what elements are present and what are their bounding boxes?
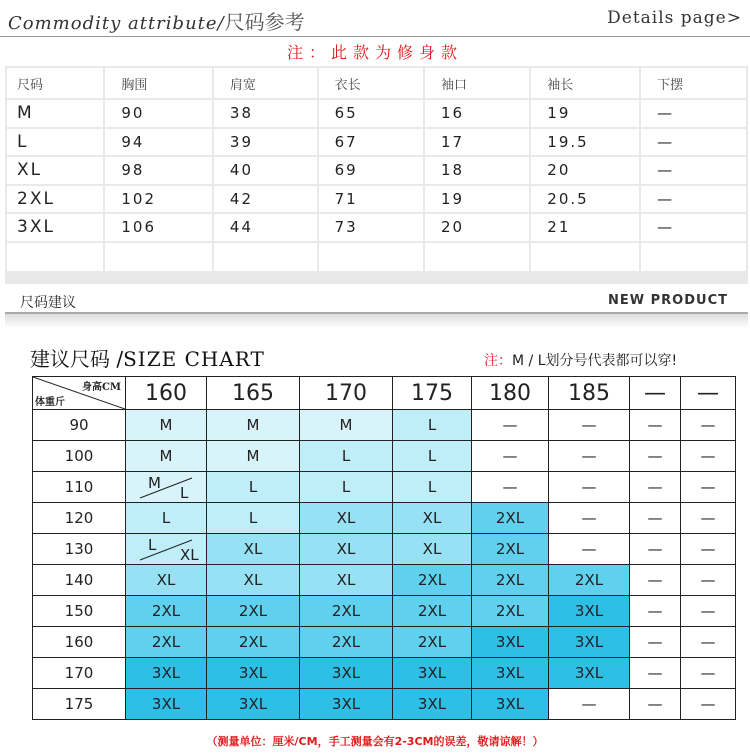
size-table-header-cell: 尺码 <box>7 68 103 98</box>
size-table-cell: — <box>641 129 746 156</box>
chart-note-prefix: 注： <box>484 353 512 369</box>
chart-height-header: 165 <box>207 377 300 410</box>
header-title-en: Commodity attribute/ <box>8 13 225 34</box>
chart-size-cell: — <box>472 441 549 472</box>
split-size-lower: XL <box>180 546 199 564</box>
chart-size-cell: M <box>207 410 300 441</box>
chart-size-cell: 2XL <box>126 596 207 627</box>
chart-weight-label: 110 <box>33 472 126 503</box>
chart-size-cell: — <box>681 565 736 596</box>
chart-size-cell: 2XL <box>300 627 393 658</box>
chart-weight-row <box>33 410 736 441</box>
chart-size-cell: 2XL <box>472 596 549 627</box>
chart-size-cell: XL <box>126 565 207 596</box>
chart-size-cell: — <box>630 658 681 689</box>
split-size-lower: L <box>180 484 189 502</box>
chart-size-cell: 3XL <box>207 689 300 720</box>
chart-height-header: 180 <box>472 377 549 410</box>
chart-size-cell: — <box>549 441 630 472</box>
size-table-cell: 19 <box>531 100 639 127</box>
chart-weight-label: 140 <box>33 565 126 596</box>
chart-corner-cell <box>33 377 126 410</box>
size-table-cell: L <box>7 129 103 156</box>
chart-size-cell: L <box>207 472 300 503</box>
chart-weight-label: 160 <box>33 627 126 658</box>
size-table-header-cell: 胸围 <box>105 68 212 98</box>
chart-weight-row <box>33 596 736 627</box>
size-table-cell: — <box>641 214 746 241</box>
chart-size-cell: 3XL <box>549 658 630 689</box>
chart-size-cell: XL <box>300 503 393 534</box>
chart-weight-row <box>33 441 736 472</box>
chart-size-cell: 3XL <box>393 689 472 720</box>
corner-height-label: 身高CM <box>81 382 121 393</box>
chart-size-cell: 2XL <box>549 565 630 596</box>
size-table-header-cell: 衣长 <box>319 68 423 98</box>
chart-note-body: M / L划分号代表都可以穿! <box>512 353 678 369</box>
chart-size-cell: 2XL <box>472 534 549 565</box>
size-table-header-cell: 袖口 <box>425 68 529 98</box>
size-table-cell: 21 <box>531 214 639 241</box>
size-table-cell: 18 <box>425 157 529 184</box>
size-table-cell: 90 <box>105 100 212 127</box>
size-table-empty-cell <box>319 243 423 271</box>
chart-weight-label: 90 <box>33 410 126 441</box>
split-size-upper: L <box>148 536 157 554</box>
chart-size-cell: — <box>549 534 630 565</box>
size-table-cell: 98 <box>105 157 212 184</box>
chart-size-cell: 2XL <box>393 596 472 627</box>
size-chart-title <box>30 343 265 372</box>
chart-size-cell: — <box>630 472 681 503</box>
chart-size-cell: 3XL <box>207 658 300 689</box>
chart-size-cell: — <box>549 472 630 503</box>
chart-size-cell: 2XL <box>207 596 300 627</box>
chart-height-header: — <box>630 377 681 410</box>
chart-size-cell: — <box>681 627 736 658</box>
size-table-cell: — <box>641 157 746 184</box>
size-table-empty-row <box>7 243 746 271</box>
chart-weight-label: 120 <box>33 503 126 534</box>
chart-size-cell: XL <box>300 565 393 596</box>
size-table-cell: 16 <box>425 100 529 127</box>
size-table-cell: 3XL <box>7 214 103 241</box>
chart-weight-row <box>33 658 736 689</box>
chart-size-cell: 3XL <box>300 658 393 689</box>
chart-size-cell: — <box>630 534 681 565</box>
chart-size-cell: — <box>630 565 681 596</box>
chart-size-cell: L <box>393 410 472 441</box>
chart-weight-row <box>33 472 736 503</box>
chart-size-cell: 2XL <box>472 565 549 596</box>
size-table-cell: 19.5 <box>531 129 639 156</box>
chart-size-cell: 3XL <box>126 658 207 689</box>
chart-size-cell: 3XL <box>126 689 207 720</box>
chart-weight-row <box>33 689 736 720</box>
size-table-row <box>7 100 746 127</box>
size-table-header-cell: 肩宽 <box>214 68 317 98</box>
chart-size-cell: L <box>300 472 393 503</box>
chart-title-en: SIZE CHART <box>123 347 265 371</box>
size-chart-grid <box>32 376 736 720</box>
chart-height-header: 160 <box>126 377 207 410</box>
chart-size-cell: XL <box>393 534 472 565</box>
chart-note <box>484 350 677 370</box>
chart-size-cell: — <box>681 472 736 503</box>
chart-height-header: — <box>681 377 736 410</box>
fit-notice: 注：此款为修身款 <box>286 43 463 62</box>
page-header-title <box>8 6 305 35</box>
chart-size-cell: — <box>472 410 549 441</box>
size-table-cell: 20.5 <box>531 186 639 213</box>
chart-size-cell: XL <box>300 534 393 565</box>
size-table-cell: 39 <box>214 129 317 156</box>
chart-size-cell: — <box>681 596 736 627</box>
size-table-empty-cell <box>531 243 639 271</box>
details-page-link[interactable]: Details page> <box>607 8 742 28</box>
chart-weight-label: 130 <box>33 534 126 565</box>
chart-weight-row <box>33 627 736 658</box>
size-table-row <box>7 129 746 156</box>
size-table-empty-cell <box>214 243 317 271</box>
size-table-cell: M <box>7 100 103 127</box>
chart-size-cell: XL <box>207 565 300 596</box>
new-product-label: NEW PRODUCT <box>608 293 728 308</box>
size-table-row <box>7 157 746 184</box>
size-table-cell: 20 <box>425 214 529 241</box>
size-table-cell: 106 <box>105 214 212 241</box>
size-table-row <box>7 186 746 213</box>
corner-weight-label: 体重斤 <box>35 397 65 408</box>
chart-size-cell: M <box>126 441 207 472</box>
chart-size-cell: — <box>681 534 736 565</box>
chart-size-split-cell <box>126 472 207 503</box>
measurement-footnote: （测量单位：厘米/CM，手工测量会有2-3CM的误差，敬请谅解！） <box>206 735 544 748</box>
chart-size-cell: M <box>126 410 207 441</box>
chart-size-cell: XL <box>393 503 472 534</box>
chart-size-cell: 2XL <box>393 627 472 658</box>
chart-size-cell: M <box>207 441 300 472</box>
chart-size-cell: — <box>549 410 630 441</box>
chart-weight-label: 150 <box>33 596 126 627</box>
size-table-cell: 19 <box>425 186 529 213</box>
size-table-cell: 71 <box>319 186 423 213</box>
chart-size-cell: L <box>126 503 207 534</box>
chart-size-cell: — <box>630 596 681 627</box>
chart-size-cell: — <box>681 410 736 441</box>
size-table-cell: 69 <box>319 157 423 184</box>
size-table-cell: 40 <box>214 157 317 184</box>
chart-size-cell: — <box>472 472 549 503</box>
chart-size-cell: 3XL <box>472 658 549 689</box>
size-table-cell: 20 <box>531 157 639 184</box>
chart-height-header: 170 <box>300 377 393 410</box>
size-table-cell: 102 <box>105 186 212 213</box>
size-table-header-row <box>7 68 746 98</box>
size-table-cell: — <box>641 100 746 127</box>
split-size-upper: M <box>148 474 161 492</box>
chart-size-cell: 2XL <box>472 503 549 534</box>
size-table-row <box>7 214 746 241</box>
chart-size-cell: 3XL <box>300 689 393 720</box>
chart-size-cell: 2XL <box>126 627 207 658</box>
chart-size-cell: — <box>630 627 681 658</box>
chart-size-cell: M <box>300 410 393 441</box>
chart-size-cell: L <box>207 503 300 534</box>
chart-size-cell: 3XL <box>393 658 472 689</box>
chart-size-cell: 2XL <box>393 565 472 596</box>
chart-size-cell: 2XL <box>207 627 300 658</box>
size-table-empty-cell <box>7 243 103 271</box>
size-table-cell: XL <box>7 157 103 184</box>
size-table-header-cell: 下摆 <box>641 68 746 98</box>
chart-height-header: 175 <box>393 377 472 410</box>
header-title-cn: 尺码参考 <box>224 10 305 34</box>
chart-size-cell: 3XL <box>472 627 549 658</box>
size-table-cell: 17 <box>425 129 529 156</box>
size-table-cell: 94 <box>105 129 212 156</box>
size-table-cell: 67 <box>319 129 423 156</box>
chart-size-cell: — <box>681 658 736 689</box>
size-table-cell: 44 <box>214 214 317 241</box>
size-table-cell: — <box>641 186 746 213</box>
size-table-cell: 42 <box>214 186 317 213</box>
chart-size-cell: 2XL <box>300 596 393 627</box>
size-table-cell: 38 <box>214 100 317 127</box>
chart-height-header: 185 <box>549 377 630 410</box>
section-title: 尺码建议 <box>20 295 76 311</box>
size-table-empty-cell <box>105 243 212 271</box>
chart-size-cell: L <box>393 441 472 472</box>
chart-weight-label: 100 <box>33 441 126 472</box>
header-divider <box>0 36 750 37</box>
chart-size-cell: 3XL <box>549 627 630 658</box>
chart-size-cell: — <box>630 410 681 441</box>
chart-size-cell: — <box>630 441 681 472</box>
chart-size-cell: — <box>630 689 681 720</box>
chart-size-split-cell <box>126 534 207 565</box>
chart-size-cell: — <box>549 503 630 534</box>
chart-size-cell: L <box>393 472 472 503</box>
size-table-header-cell: 袖长 <box>531 68 639 98</box>
size-table-cell: 73 <box>319 214 423 241</box>
chart-size-cell: 3XL <box>472 689 549 720</box>
size-table-empty-cell <box>641 243 746 271</box>
section-shadow <box>5 314 748 328</box>
chart-size-cell: — <box>681 689 736 720</box>
chart-size-cell: 3XL <box>549 596 630 627</box>
chart-size-cell: — <box>549 689 630 720</box>
chart-weight-label: 170 <box>33 658 126 689</box>
chart-weight-label: 175 <box>33 689 126 720</box>
chart-size-cell: — <box>681 441 736 472</box>
chart-weight-row <box>33 565 736 596</box>
size-table-empty-cell <box>425 243 529 271</box>
chart-size-cell: XL <box>207 534 300 565</box>
chart-title-cn: 建议尺码 / <box>30 347 124 371</box>
chart-size-cell: — <box>630 503 681 534</box>
size-table-cell: 2XL <box>7 186 103 213</box>
chart-weight-row <box>33 503 736 534</box>
chart-size-cell: — <box>681 503 736 534</box>
chart-size-cell: L <box>300 441 393 472</box>
size-reference-table <box>5 66 748 284</box>
chart-height-row <box>33 377 736 410</box>
chart-weight-row <box>33 534 736 565</box>
size-table-cell: 65 <box>319 100 423 127</box>
